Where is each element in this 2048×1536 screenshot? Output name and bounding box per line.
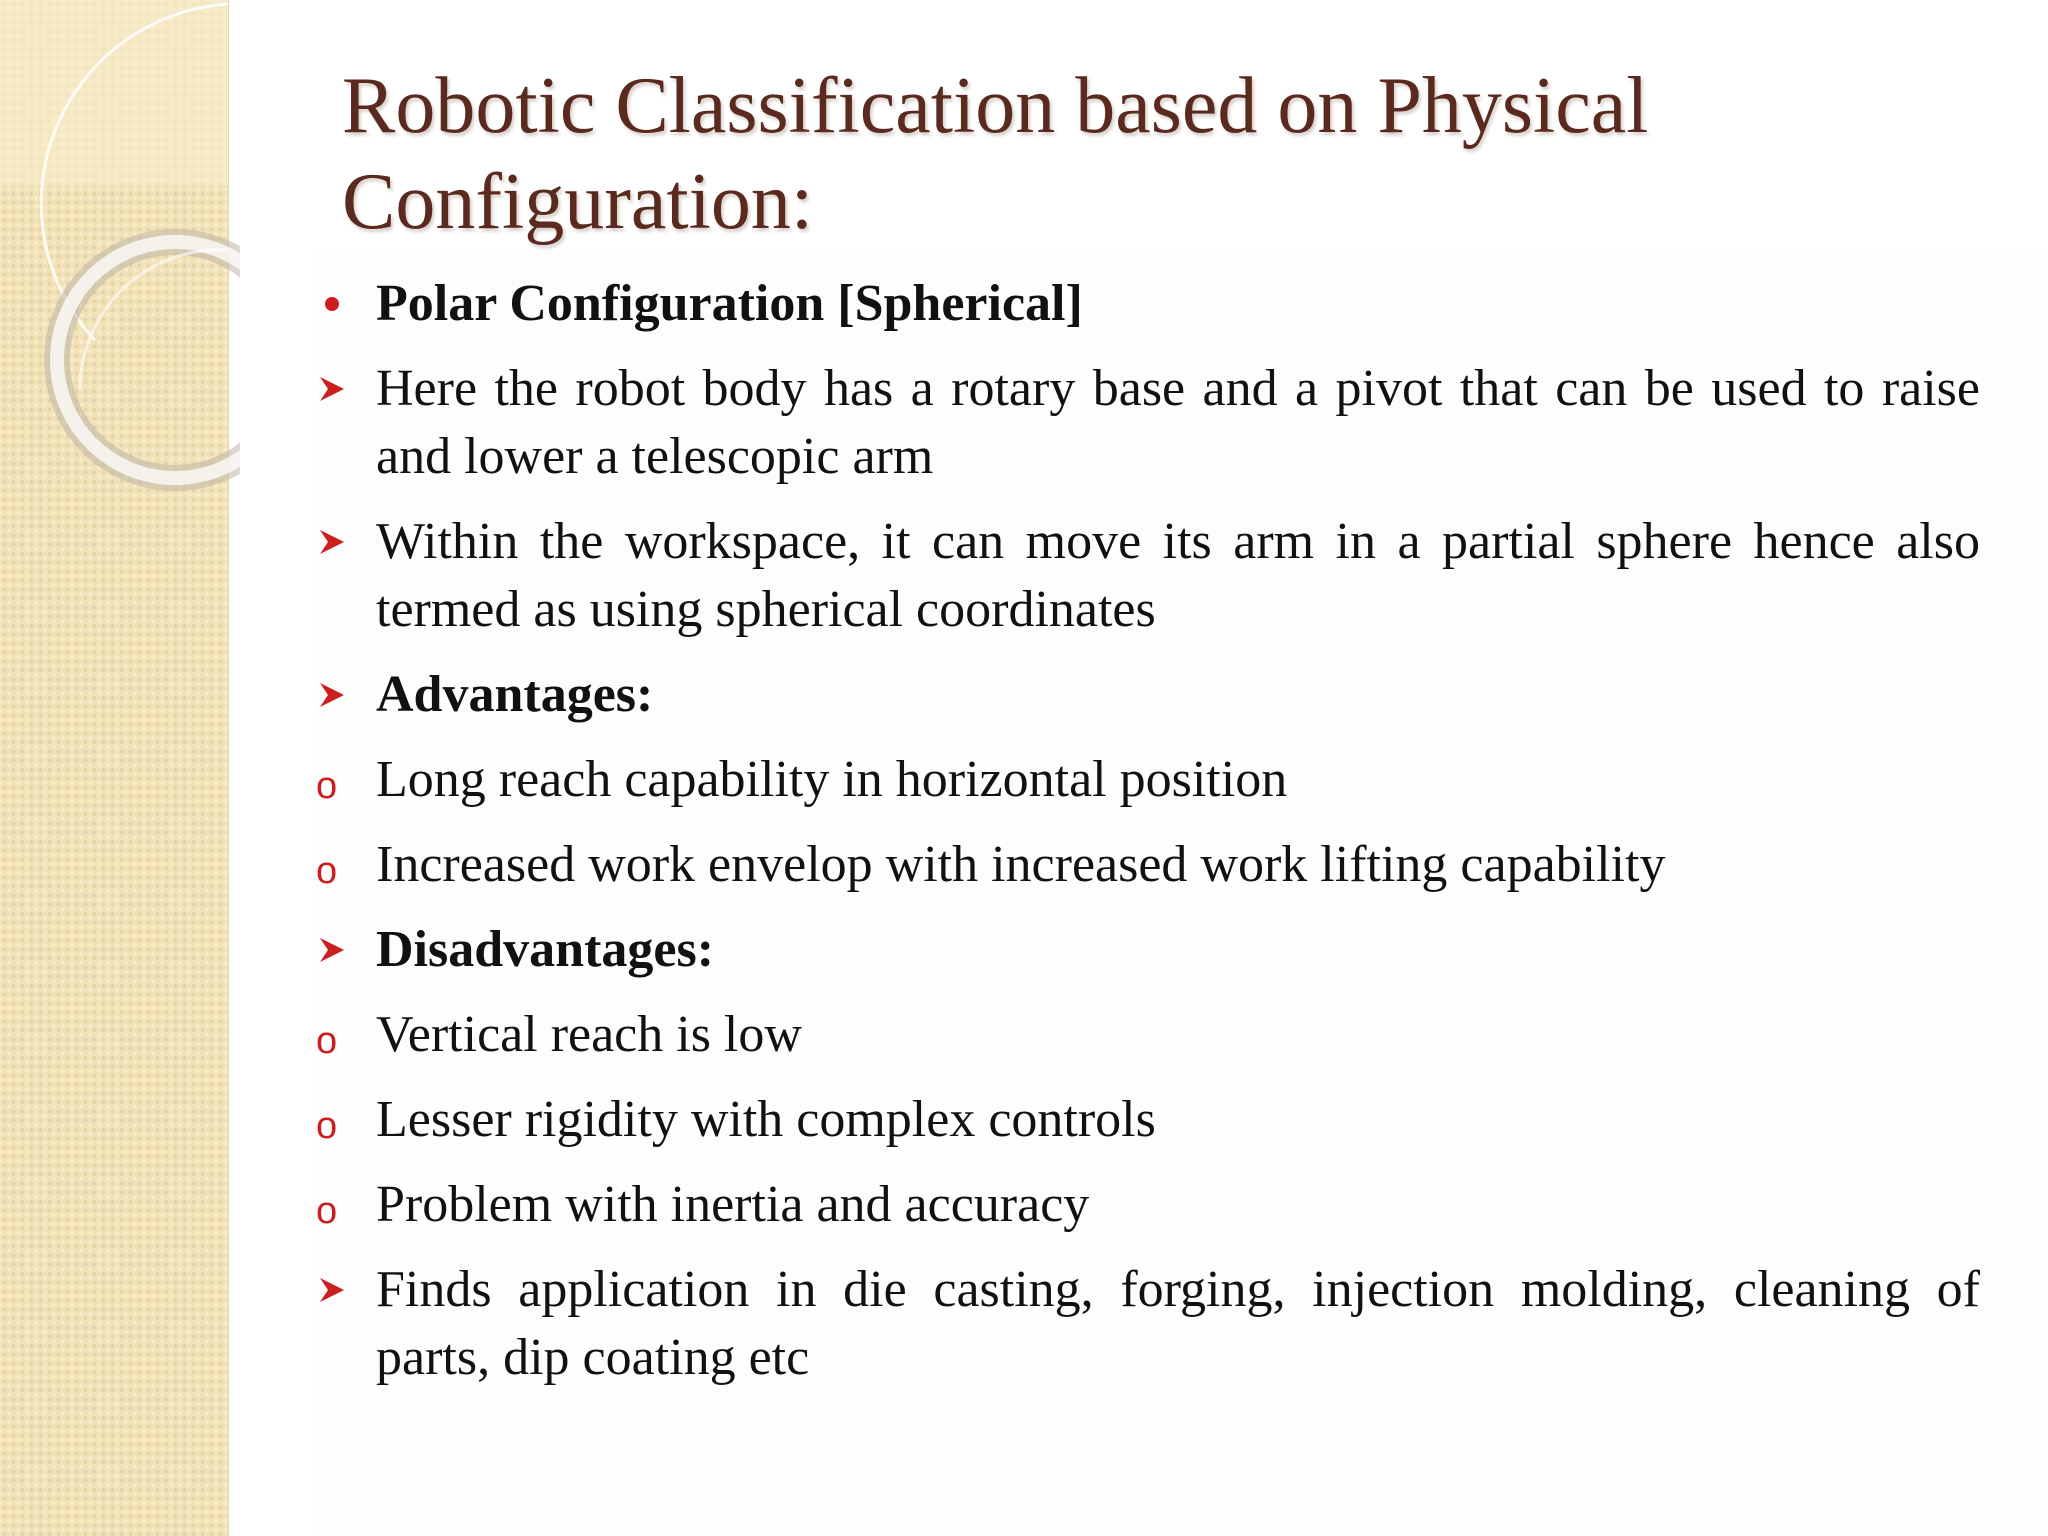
bullet-text: Vertical reach is low	[376, 1006, 802, 1063]
circle-icon: o	[316, 1020, 338, 1062]
bullet-text: Increased work envelop with increased work lifting capability	[376, 836, 1666, 893]
bullet-text: Long reach capability in horizontal position	[376, 751, 1288, 808]
bullet-item	[300, 1256, 1980, 1392]
arrowhead-icon	[314, 916, 354, 984]
bullet-item	[300, 916, 1980, 984]
bullet-list	[300, 270, 1980, 1409]
circle-icon: o	[316, 850, 338, 892]
bullet-text: Polar Configuration [Spherical]	[376, 275, 1083, 332]
bullet-text: Problem with inertia and accuracy	[376, 1176, 1090, 1233]
circle-icon: o	[316, 765, 338, 807]
slide-title: Robotic Classification based on Physical Configuration:	[342, 62, 1649, 246]
decorative-rings-icon	[0, 0, 240, 520]
bullet-text: Here the robot body has a rotary base and a pivot that can be used to raise and lower a telescopic arm	[376, 360, 1980, 485]
bullet-item	[300, 508, 1980, 644]
bullet-item	[300, 1001, 1980, 1069]
bullet-text: Lesser rigidity with complex controls	[376, 1091, 1156, 1148]
bullet-item	[300, 1086, 1980, 1154]
arrowhead-icon	[314, 508, 354, 576]
bullet-text: Within the workspace, it can move its arm in a partial sphere hence also termed as using spherical coordinates	[376, 513, 1980, 638]
arrowhead-icon	[314, 661, 354, 729]
bullet-item	[300, 831, 1980, 899]
bullet-item	[300, 661, 1980, 729]
bullet-item	[300, 355, 1980, 491]
bullet-text: Advantages:	[376, 666, 654, 723]
arrowhead-icon	[314, 1256, 354, 1324]
arrowhead-icon	[314, 355, 354, 423]
bullet-item	[300, 270, 1980, 338]
bullet-item	[300, 746, 1980, 814]
dot-icon	[314, 270, 354, 338]
circle-icon: o	[316, 1105, 338, 1147]
circle-icon: o	[316, 1190, 338, 1232]
bullet-text: Disadvantages:	[376, 921, 715, 978]
bullet-item	[300, 1171, 1980, 1239]
bullet-text: Finds application in die casting, forging, injection molding, cleaning of parts, dip coating etc	[376, 1261, 1980, 1386]
